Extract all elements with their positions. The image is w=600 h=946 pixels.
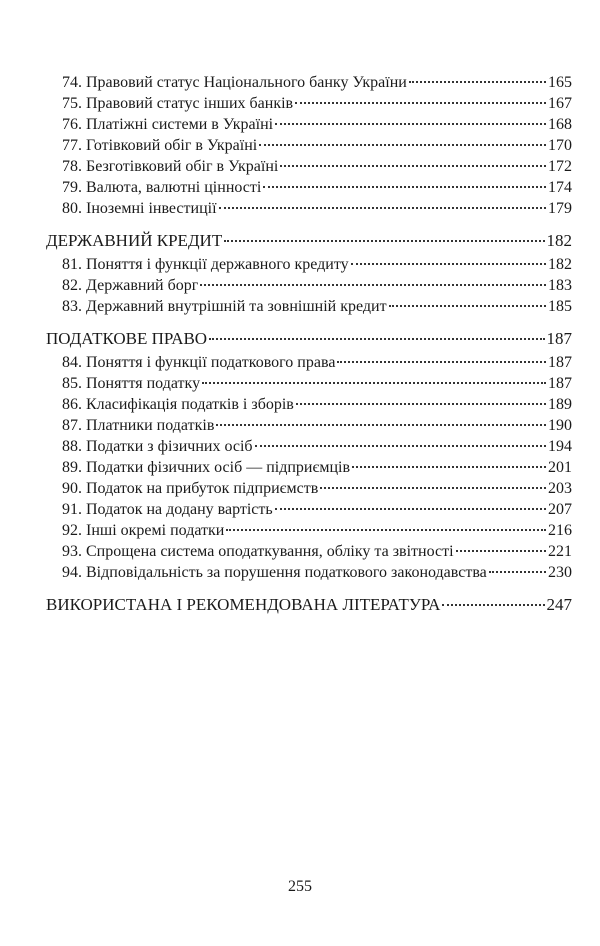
toc-entry — [46, 394, 572, 415]
entry-title: 93. Спрощена система оподаткування, обліку та звітності — [62, 543, 454, 560]
entry-title: 89. Податки фізичних осіб — підприємців — [62, 459, 351, 476]
entry-title: 84. Поняття і функції податкового права — [62, 354, 336, 371]
toc-entry — [46, 72, 572, 93]
entry-page-number: 187 — [548, 375, 572, 392]
page-number: 255 — [288, 878, 312, 895]
dot-leader — [295, 101, 546, 104]
dot-leader — [255, 444, 546, 447]
toc-entry — [46, 415, 572, 436]
entry-title: 79. Валюта, валютні цінності — [62, 179, 262, 196]
entry-page-number: 165 — [548, 74, 572, 91]
entry-title: 75. Правовий статус інших банків — [62, 95, 294, 112]
dot-leader — [320, 486, 546, 489]
entry-page-number: 201 — [548, 459, 572, 476]
dot-leader — [219, 206, 546, 209]
dot-leader — [409, 80, 546, 83]
entry-title: 88. Податки з фізичних осіб — [62, 438, 253, 455]
dot-leader — [456, 549, 546, 552]
dot-leader — [275, 122, 546, 125]
toc-entry — [46, 436, 572, 457]
entry-page-number: 221 — [548, 543, 572, 560]
entry-page-number: 190 — [548, 417, 572, 434]
entry-page-number: 182 — [548, 256, 572, 273]
toc-entry — [46, 499, 572, 520]
toc-entry — [46, 520, 572, 541]
toc-entry — [46, 275, 572, 296]
dot-leader — [352, 465, 546, 468]
entry-page-number: 207 — [548, 501, 572, 518]
entry-title: 74. Правовий статус Національного банку України — [62, 74, 407, 91]
dot-leader — [442, 603, 544, 606]
dot-leader — [226, 528, 546, 531]
dot-leader — [351, 262, 546, 265]
toc-entry — [46, 478, 572, 499]
dot-leader — [200, 283, 546, 286]
entry-title: 86. Класифікація податків і зборів — [62, 396, 294, 413]
section-title: ДЕРЖАВНИЙ КРЕДИТ — [46, 231, 223, 250]
toc-entry — [46, 135, 572, 156]
entry-page-number: 187 — [548, 354, 572, 371]
entry-title: 83. Державний внутрішній та зовнішній кредит — [62, 298, 387, 315]
toc-section-heading — [46, 229, 572, 252]
toc-entry — [46, 457, 572, 478]
entry-title: 87. Платники податків — [62, 417, 215, 434]
toc-entry — [46, 156, 572, 177]
entry-title: 78. Безготівковий обіг в Україні — [62, 158, 279, 175]
toc-entry — [46, 93, 572, 114]
entry-title: 80. Іноземні інвестиції — [62, 200, 217, 217]
toc-entry — [46, 177, 572, 198]
dot-leader — [489, 570, 546, 573]
entry-page-number: 187 — [546, 329, 572, 348]
toc-entry — [46, 562, 572, 583]
entry-page-number: 216 — [548, 522, 572, 539]
dot-leader — [296, 402, 546, 405]
entry-page-number: 247 — [546, 595, 572, 614]
entry-title: 81. Поняття і функції державного кредиту — [62, 256, 349, 273]
entry-title: 82. Державний борг — [62, 277, 199, 294]
dot-leader — [209, 337, 544, 340]
dot-leader — [259, 143, 546, 146]
dot-leader — [280, 164, 546, 167]
entry-page-number: 203 — [548, 480, 572, 497]
section-title: ВИКОРИСТАНА І РЕКОМЕНДОВАНА ЛІТЕРАТУРА — [46, 595, 441, 614]
entry-title: 90. Податок на прибуток підприємств — [62, 480, 319, 497]
toc-entry — [46, 254, 572, 275]
dot-leader — [263, 185, 546, 188]
toc-section-heading — [46, 327, 572, 350]
dot-leader — [202, 381, 546, 384]
entry-page-number: 179 — [548, 200, 572, 217]
entry-page-number: 194 — [548, 438, 572, 455]
dot-leader — [224, 239, 544, 242]
entry-page-number: 183 — [548, 277, 572, 294]
entry-title: 76. Платіжні системи в Україні — [62, 116, 274, 133]
entry-title: 94. Відповідальність за порушення податкового законодавства — [62, 564, 487, 581]
toc-entry — [46, 541, 572, 562]
toc-entry — [46, 198, 572, 219]
entry-page-number: 167 — [548, 95, 572, 112]
toc-entry — [46, 373, 572, 394]
table-of-contents — [46, 72, 572, 618]
entry-page-number: 170 — [548, 137, 572, 154]
dot-leader — [337, 360, 546, 363]
dot-leader — [216, 423, 546, 426]
entry-page-number: 185 — [548, 298, 572, 315]
toc-entry — [46, 114, 572, 135]
entry-page-number: 172 — [548, 158, 572, 175]
entry-page-number: 230 — [548, 564, 572, 581]
entry-title: 92. Інші окремі податки — [62, 522, 225, 539]
toc-section-heading — [46, 593, 572, 616]
entry-page-number: 174 — [548, 179, 572, 196]
dot-leader — [389, 304, 546, 307]
dot-leader — [275, 507, 546, 510]
toc-entry — [46, 296, 572, 317]
entry-title: 85. Поняття податку — [62, 375, 201, 392]
section-title: ПОДАТКОВЕ ПРАВО — [46, 329, 208, 348]
entry-page-number: 182 — [546, 231, 572, 250]
entry-title: 91. Податок на додану вартість — [62, 501, 273, 518]
toc-entry — [46, 352, 572, 373]
entry-page-number: 189 — [548, 396, 572, 413]
entry-page-number: 168 — [548, 116, 572, 133]
entry-title: 77. Готівковий обіг в Україні — [62, 137, 258, 154]
